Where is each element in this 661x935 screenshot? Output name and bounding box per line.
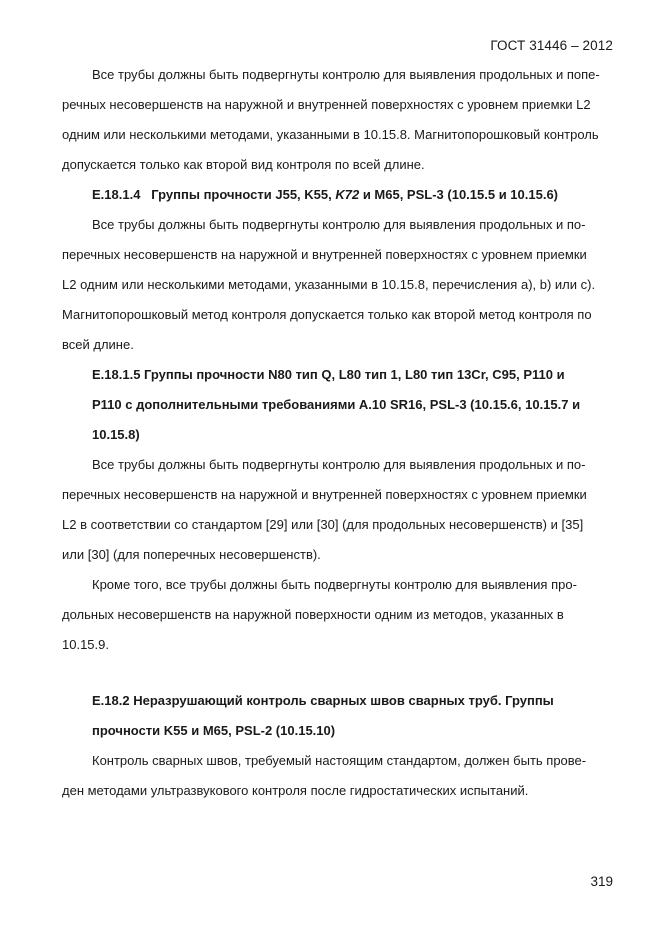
paragraph-line: или [30] (для поперечных несовершенств).	[62, 547, 321, 562]
standard-designation: ГОСТ 31446 – 2012	[490, 38, 613, 53]
heading-line: прочности K55 и M65, PSL-2 (10.15.10)	[92, 723, 336, 738]
heading-line: P110 с дополнительными требованиями A.10 SR16, PSL-3 (10.15.6, 10.15.7 и	[92, 397, 581, 412]
paragraph-line: Магнитопорошковый метод контроля допускается только как второй метод контроля по	[62, 307, 592, 322]
section-heading-e-18-1-4	[62, 180, 614, 210]
paragraph-4	[62, 570, 614, 660]
paragraph-line: дольных несовершенств на наружной поверхности одним из методов, указанных в	[62, 607, 564, 622]
section-title-part: и M65, PSL-3 (10.15.5 и 10.15.6)	[359, 187, 559, 202]
heading-line: E.18.2 Неразрушающий контроль сварных швов сварных труб. Группы	[92, 693, 554, 708]
paragraph-line: всей длине.	[62, 337, 134, 352]
paragraph-line: допускается только как второй вид контроля по всей длине.	[62, 157, 425, 172]
section-number: E.18.1.4	[92, 187, 141, 202]
heading-line: E.18.1.5 Группы прочности N80 тип Q, L80 тип 1, L80 тип 13Cr, C95, P110 и	[92, 367, 565, 382]
section-title-italic: K72	[335, 187, 360, 202]
paragraph-line: ден методами ультразвукового контроля после гидростатических испытаний.	[62, 783, 529, 798]
paragraph-line: речных несовершенств на наружной и внутренней поверхностях с уровнем приемки L2	[62, 97, 591, 112]
paragraph-5	[62, 746, 614, 806]
paragraph-line: перечных несовершенств на наружной и внутренней поверхностях с уровнем приемки	[62, 487, 587, 502]
section-heading-e-18-1-5	[62, 360, 614, 450]
paragraph-line: Все трубы должны быть подвергнуты контролю для выявления продольных и попе-	[92, 67, 600, 82]
paragraph-line: L2 одним или несколькими методами, указанными в 10.15.8, перечисления а), b) или с).	[62, 277, 596, 292]
paragraph-line: L2 в соответствии со стандартом [29] или [30] (для продольных несовершенств) и [35]	[62, 517, 584, 532]
page-content	[62, 60, 614, 806]
paragraph-2	[62, 210, 614, 360]
section-title-part: Группы прочности J55, K55,	[151, 187, 336, 202]
paragraph-3	[62, 450, 614, 570]
paragraph-1	[62, 60, 614, 180]
paragraph-line: Все трубы должны быть подвергнуты контролю для выявления продольных и по-	[92, 457, 586, 472]
paragraph-line: Все трубы должны быть подвергнуты контролю для выявления продольных и по-	[92, 217, 586, 232]
heading-line: 10.15.8)	[92, 427, 140, 442]
paragraph-line: перечных несовершенств на наружной и внутренней поверхностях с уровнем приемки	[62, 247, 587, 262]
section-heading-e-18-2	[62, 686, 614, 746]
paragraph-line: одним или несколькими методами, указанными в 10.15.8. Магнитопорошковый контроль	[62, 127, 599, 142]
paragraph-line: Кроме того, все трубы должны быть подвергнуты контролю для выявления про-	[92, 577, 577, 592]
paragraph-line: 10.15.9.	[62, 637, 109, 652]
page-number: 319	[590, 874, 613, 889]
paragraph-line: Контроль сварных швов, требуемый настоящим стандартом, должен быть прове-	[92, 753, 587, 768]
section-spacer	[62, 660, 614, 686]
